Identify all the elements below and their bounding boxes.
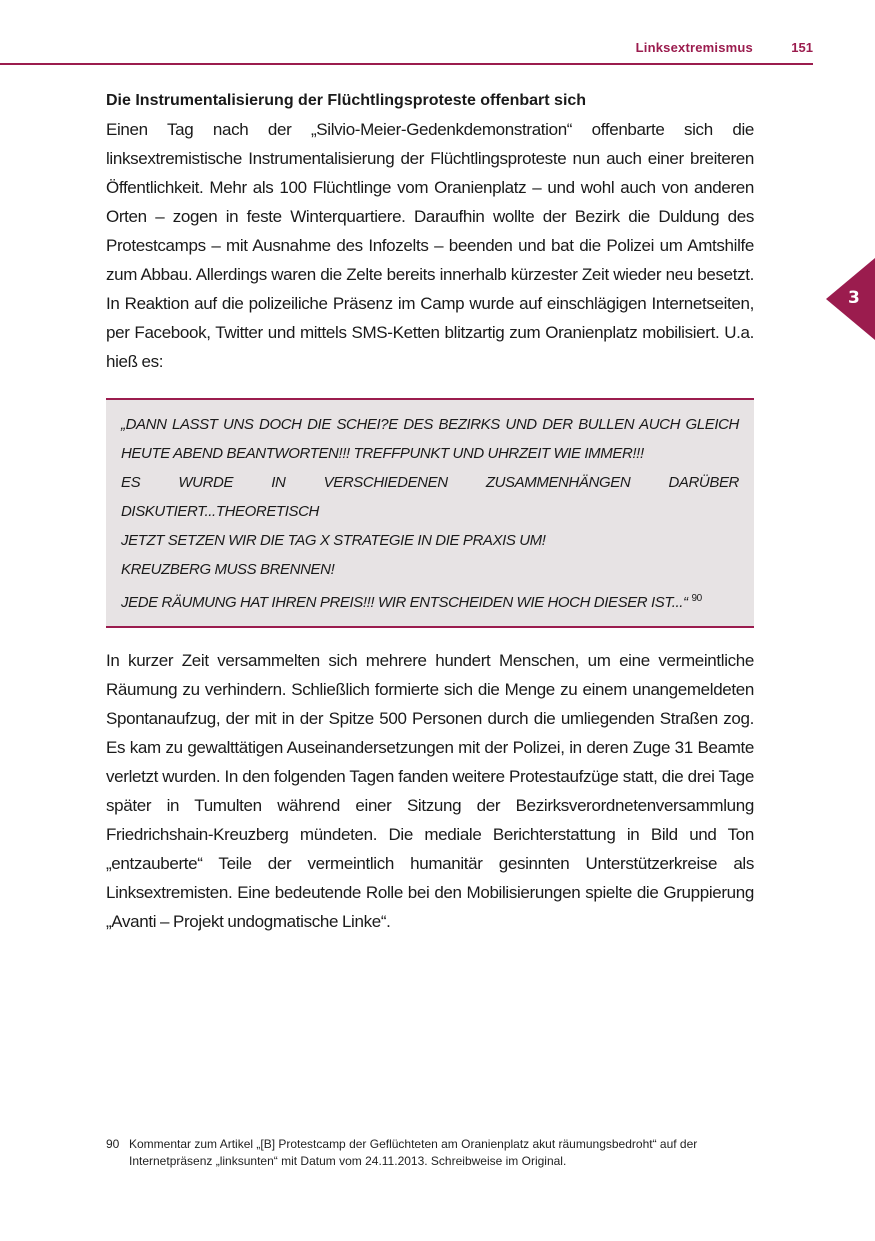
footnote-reference[interactable]: 90 — [691, 593, 702, 604]
quote-line-last — [121, 584, 739, 617]
footnote-text: Kommentar zum Artikel „[B] Protestcamp der Geflüchteten am Oranienplatz akut räumungsbedroht“ auf der Internetpräsenz „linksunten“ mit Datum vom 24.11.2013. Schreibweise im Original. — [129, 1137, 698, 1168]
quote-box — [106, 398, 754, 628]
quote-line-text: JEDE RÄUMUNG HAT IHREN PREIS!!! WIR ENTSCHEIDEN WIE HOCH DIESER IST...“ — [121, 594, 688, 611]
main-content — [106, 86, 754, 936]
chapter-tab — [826, 258, 875, 340]
quote-line: ES WURDE IN VERSCHIEDENEN ZUSAMMENHÄNGEN DARÜBER DISKUTIERT...THEORETISCH — [121, 474, 739, 520]
footnote — [106, 1136, 766, 1170]
paragraph-events: In kurzer Zeit versammelten sich mehrere hundert Menschen, um eine vermeintliche Räumung zu verhindern. Schließlich formierte sich die Menge zu einem unangemeldeten Spontanaufzug, der mit in der Spitze 500 Personen durch die umliegenden Straßen zog. Es kam zu gewalttätigen Auseinandersetzungen mit der Polizei, in deren Zuge 31 Beamte verletzt wurden. In den folgenden Tagen fanden weitere Protestaufzüge statt, die drei Tage später in Tumulten während einer Sitzung der Bezirksverordnetenversammlung Friedrichshain-Kreuzberg mündeten. Die mediale Berichterstattung in Bild und Ton „entzauberte“ Teile der vermeintlich humanitär gesinnten Unterstützerkreise als Linksextremisten. Eine bedeutende Rolle bei den Mobilisierungen spielte die Gruppierung „Avanti – Projekt undogmatische Linke“. — [106, 651, 754, 931]
footnote-number: 90 — [106, 1137, 120, 1151]
section-heading: Die Instrumentalisierung der Flüchtlingsproteste offenbart sich — [106, 92, 587, 109]
quote-line: KREUZBERG MUSS BRENNEN! — [121, 561, 335, 578]
quote-line: „DANN LASST UNS DOCH DIE SCHEI?E DES BEZIRKS UND DER BULLEN AUCH GLEICH HEUTE ABEND BEANTWORTEN!!! TREFFPUNKT UND UHRZEIT WIE IMMER!!! — [121, 416, 739, 462]
quote-line: JETZT SETZEN WIR DIE TAG X STRATEGIE IN DIE PRAXIS UM! — [121, 532, 546, 549]
paragraph-intro: Einen Tag nach der „Silvio-Meier-Gedenkdemonstration“ offenbarte sich die linksextremistische Instrumentalisierung der Flüchtlingsproteste nun auch einer breiteren Öffentlichkeit. Mehr als 100 Flüchtlinge vom Oranienplatz – und wohl auch von anderen Orten – zogen in feste Winterquartiere. Daraufhin wollte der Bezirk die Duldung des Protestcamps – mit Ausnahme des Infozelts – beenden und bat die Polizei um Amtshilfe zum Abbau. Allerdings waren die Zelte bereits innerhalb kürzester Zeit wieder neu besetzt. In Reaktion auf die polizeiliche Präsenz im Camp wurde auf einschlägigen Internetseiten, per Facebook, Twitter und mittels SMS-Ketten blitzartig zum Oranienplatz mobilisiert. U.a. hieß es: — [106, 120, 754, 371]
chapter-number: 3 — [848, 288, 860, 308]
page-number: 151 — [791, 40, 813, 55]
page-header — [0, 0, 813, 65]
running-title: Linksextremismus — [635, 40, 753, 55]
